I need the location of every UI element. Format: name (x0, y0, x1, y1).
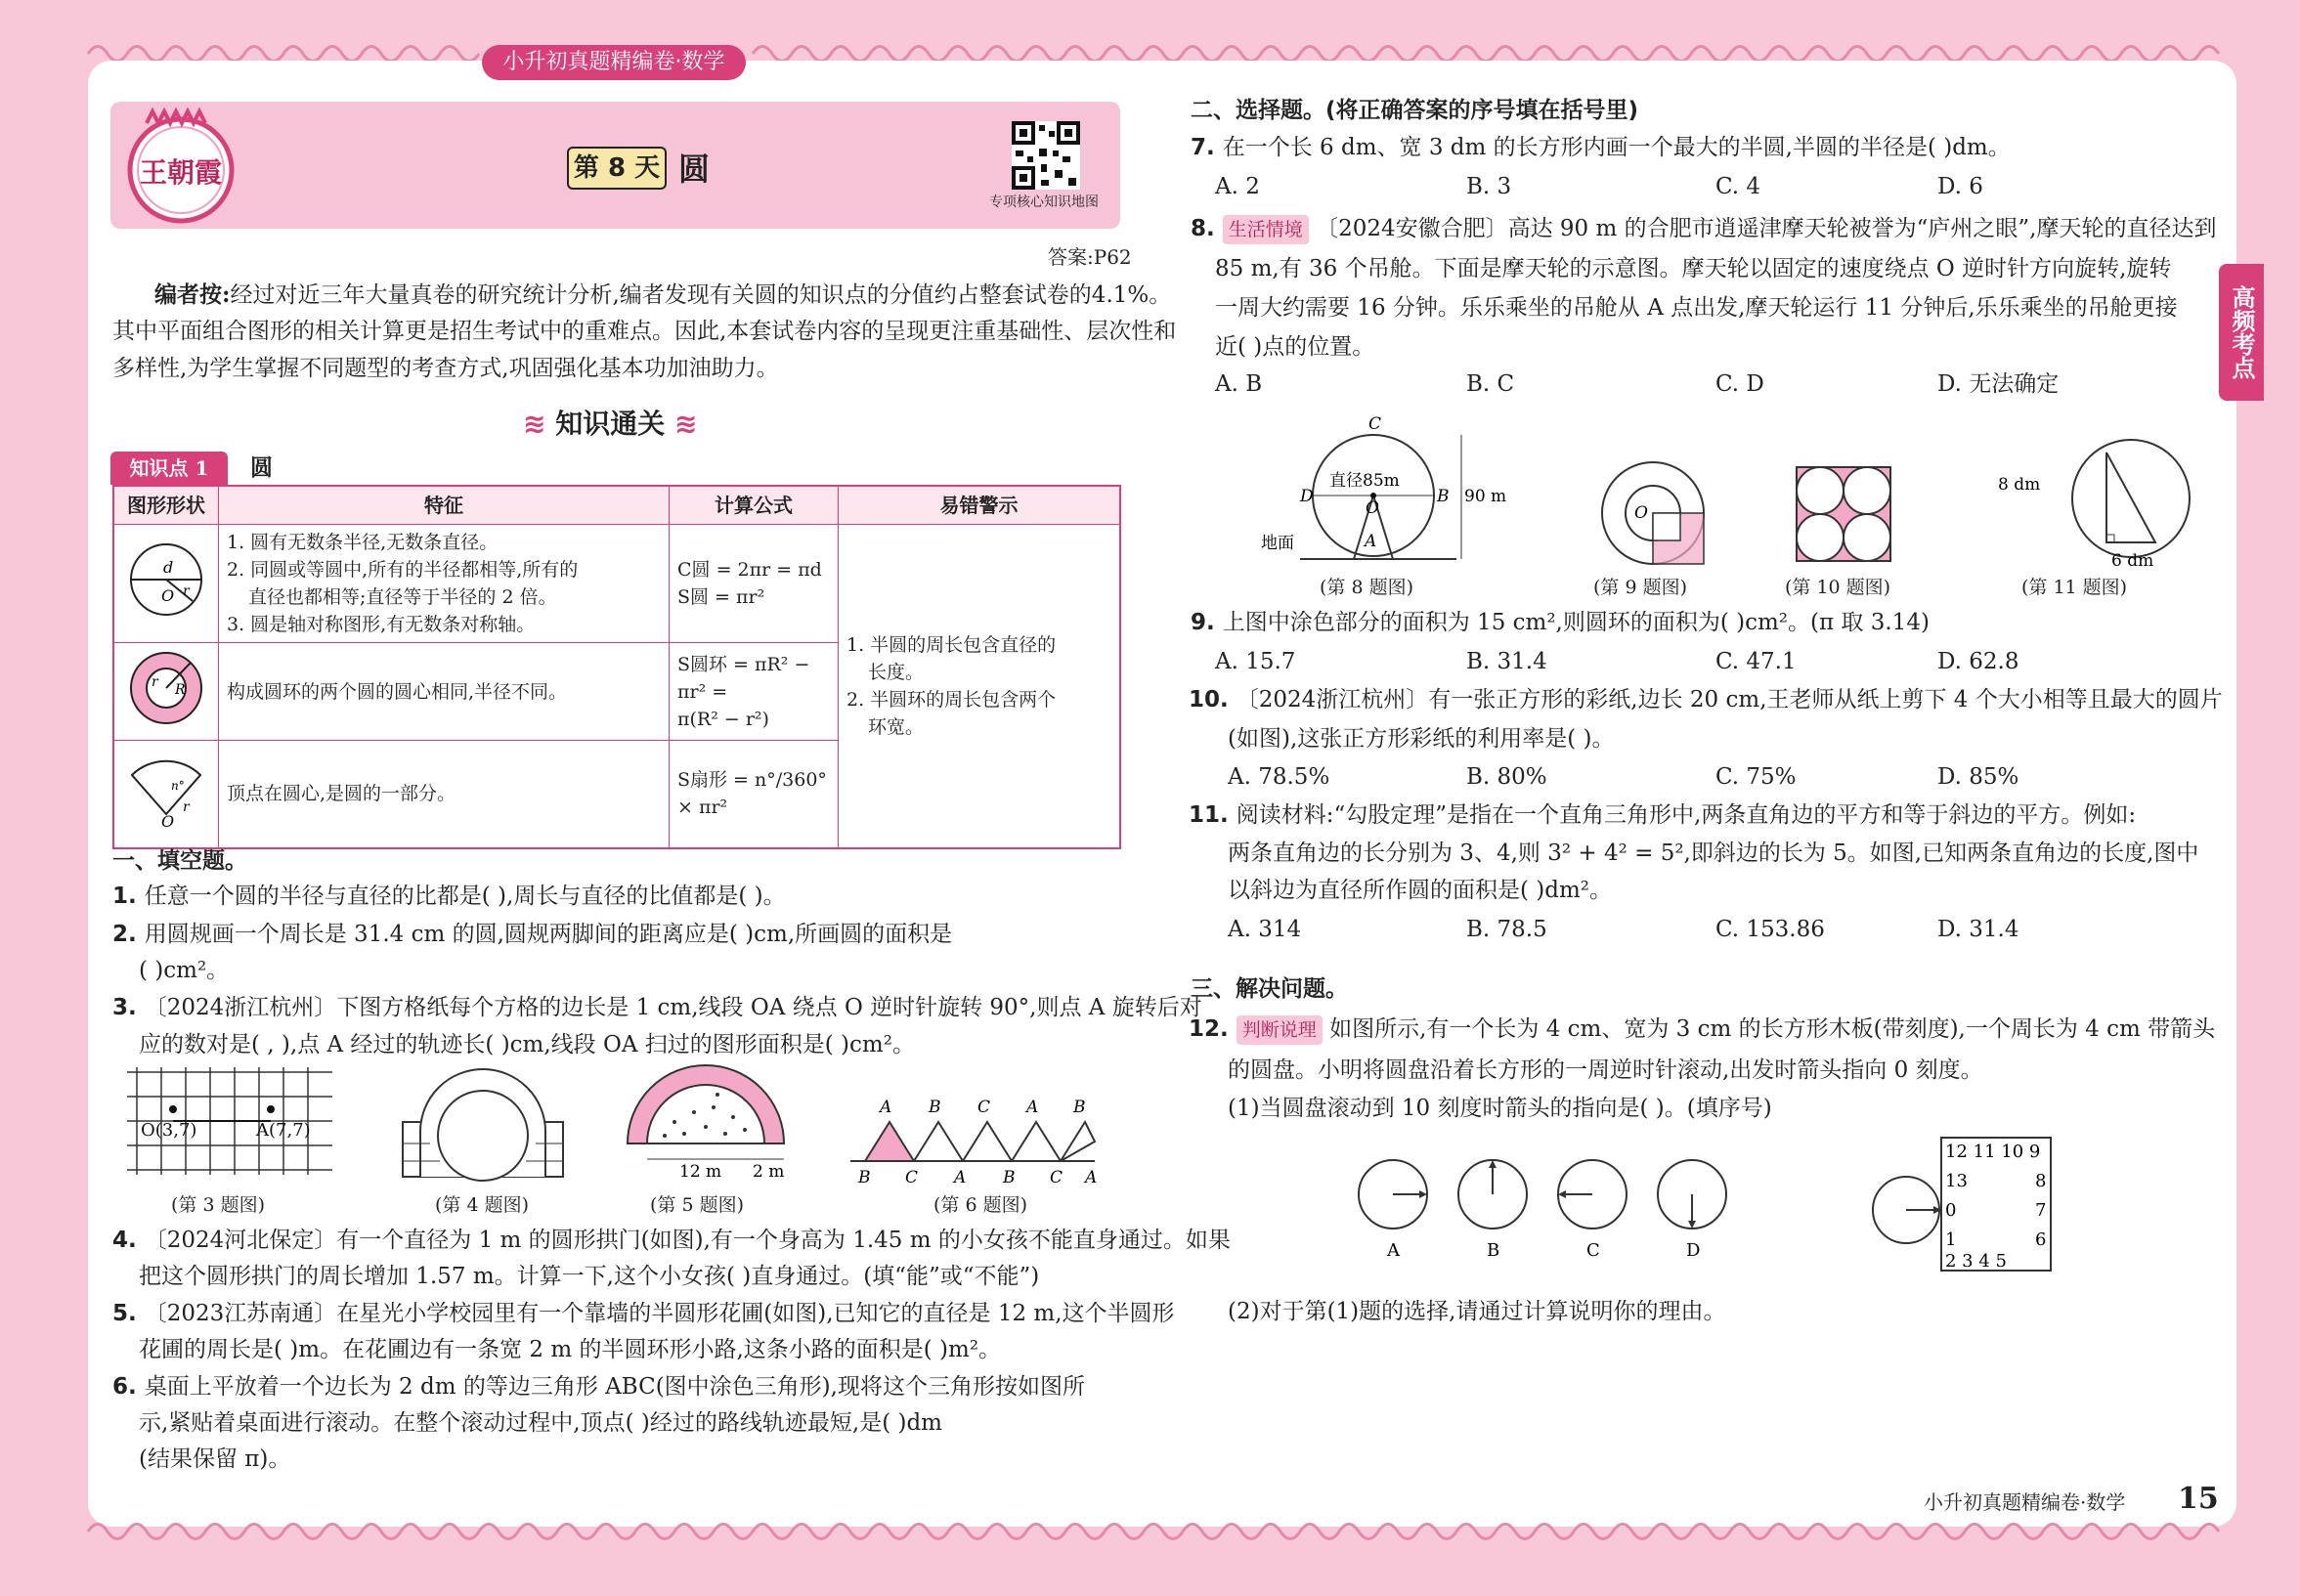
question-6-cont: 示,紧贴着桌面进行滚动。在整个滚动过程中,顶点( )经过的路线轨迹最短,是( )dm (139, 1410, 942, 1436)
svg-text:13: 13 (1945, 1171, 1968, 1191)
svg-text:r: r (152, 673, 158, 690)
question-11-line3: 以斜边为直径所作圆的面积是( )dm²。 (1228, 878, 1613, 903)
qr-label: 专项核心知识地图 (989, 194, 1099, 210)
figure-8-ferris-wheel (1261, 414, 1507, 562)
col-warning: 易错警示 (839, 486, 1121, 525)
side-tab-frequent[interactable]: 高频考点 (2219, 264, 2264, 401)
q8-option-c[interactable]: C. D (1715, 371, 1764, 397)
question-10-cont: (如图),这张正方形彩纸的利用率是( )。 (1228, 726, 1615, 752)
caption-9: (第 9 题图) (1593, 577, 1687, 598)
svg-text:12 m: 12 m (679, 1162, 722, 1182)
knowledge-point-tag: 知识点 1 (110, 452, 228, 485)
svg-text:O: O (161, 586, 175, 605)
question-12: 12. 判断说理 如图所示,有一个长为 4 cm、宽为 3 cm 的长方形木板(带刻度),一个周长为 4 cm 带箭头 (1189, 1011, 2215, 1049)
intro-line-2: 其中平面组合图形的相关计算更是招生考试中的重难点。因此,本套试卷内容的呈现更注重基础性、层次性和 (112, 319, 1177, 344)
svg-text:2 3 4 5: 2 3 4 5 (1945, 1251, 2007, 1272)
svg-text:n°: n° (171, 779, 185, 794)
question-12-line2: 的圆盘。小明将圆盘沿着长方形的一周逆时针滚动,出发时箭头指向 0 刻度。 (1228, 1057, 1983, 1083)
svg-text:B: B (1487, 1240, 1500, 1261)
svg-text:R: R (175, 681, 186, 698)
caption-4: (第 4 题图) (435, 1194, 529, 1216)
part2-title: 二、选择题。(将正确答案的序号填在括号里) (1191, 98, 1639, 123)
svg-text:A: A (1387, 1240, 1400, 1261)
ring-feature: 构成圆环的两个圆的圆心相同,半径不同。 (219, 643, 670, 741)
qr-code-icon[interactable] (1012, 121, 1080, 190)
caption-8: (第 8 题图) (1320, 577, 1413, 598)
svg-text:12 11 10 9: 12 11 10 9 (1945, 1142, 2041, 1162)
question-11: 11. 阅读材料:“勾股定理”是指在一个直角三角形中,两条直角边的平方和等于斜边的平方。例如: (1189, 802, 2137, 828)
question-4: 4. 〔2024河北保定〕有一个直径为 1 m 的圆形拱门(如图),有一个身高为 1.45 m 的小女孩不能直身通过。如果 (112, 1228, 1231, 1253)
q9-option-a[interactable]: A. 15.7 (1215, 649, 1296, 674)
svg-text:6 dm: 6 dm (2111, 551, 2154, 571)
question-11-line2: 两条直角边的长分别为 3、4,则 3² + 4² = 5²,即斜边的长为 5。如图,已知两条直角边的长度,图中 (1228, 841, 2199, 866)
svg-text:0: 0 (1945, 1200, 1957, 1221)
question-6-cont2: (结果保留 π)。 (139, 1446, 291, 1472)
q10-option-d[interactable]: D. 85% (1937, 764, 2019, 790)
q8-option-a[interactable]: A. B (1215, 371, 1263, 397)
svg-text:6: 6 (2035, 1229, 2047, 1250)
question-10: 10. 〔2024浙江杭州〕有一张正方形的彩纸,边长 20 cm,王老师从纸上剪下 4 个大小相等且最大的圆片 (1189, 687, 2223, 712)
svg-text:C: C (905, 1168, 919, 1187)
circle-figure (113, 525, 219, 643)
figure-12-board (1867, 1136, 2062, 1272)
svg-text:B: B (1073, 1098, 1086, 1117)
svg-text:2 m: 2 m (753, 1162, 785, 1182)
figure-12-options (1354, 1158, 1701, 1266)
svg-text:d: d (163, 558, 174, 577)
svg-text:A: A (1026, 1098, 1039, 1117)
question-8: 8. 生活情境 〔2024安徽合肥〕高达 90 m 的合肥市逍遥津摩天轮被誉为“庐州之眼”,摩天轮的直径达到 (1191, 210, 2216, 248)
circle-features: 1. 圆有无数条半径,无数条直径。 2. 同圆或等圆中,所有的半径都相等,所有的 直径也都相等;直径等于半径的 2 倍。 3. 圆是轴对称图形,有无数条对称轴。 (219, 525, 670, 643)
figure-4-arch (401, 1073, 567, 1181)
question-8-line3: 一周大约需要 16 分钟。乐乐乘坐的吊舱从 A 点出发,摩天轮运行 11 分钟后,乐乐乘坐的吊舱更接 (1215, 295, 2178, 321)
figure-3-grid (127, 1067, 342, 1175)
question-3-cont: 应的数对是( , ),点 A 经过的轨迹长( )cm,线段 OA 扫过的图形面积是( )cm²。 (139, 1032, 915, 1057)
svg-text:王朝霞: 王朝霞 (139, 156, 223, 189)
svg-text:A: A (880, 1098, 892, 1117)
knowledge-table (112, 485, 1121, 849)
question-6: 6. 桌面上平放着一个边长为 2 dm 的等边三角形 ABC(图中涂色三角形),现将这个三角形按如图所 (112, 1374, 1085, 1400)
figure-5-semicircle (626, 1073, 792, 1181)
day-badge: 第 8 天 (567, 147, 667, 190)
caption-10: (第 10 题图) (1785, 577, 1891, 598)
q7-option-b[interactable]: B. 3 (1466, 174, 1512, 199)
q8-option-b[interactable]: B. C (1466, 371, 1515, 397)
svg-text:B: B (858, 1168, 871, 1187)
question-8-line4: 近( )点的位置。 (1215, 334, 1375, 360)
intro-line-1: 编者按:经过对近三年大量真卷的研究统计分析,编者发现有关圆的知识点的分值约占整套试卷的4.1%。 (154, 281, 1172, 308)
q7-option-c[interactable]: C. 4 (1715, 174, 1761, 199)
svg-text:r: r (183, 799, 190, 816)
svg-text:r: r (183, 583, 190, 599)
svg-text:C: C (1050, 1168, 1063, 1187)
q10-option-c[interactable]: C. 75% (1715, 764, 1797, 790)
q8-option-d[interactable]: D. 无法确定 (1937, 371, 2060, 397)
svg-text:8 dm: 8 dm (1998, 475, 2041, 495)
figure-9-ring (1599, 459, 1707, 567)
svg-text:D: D (1300, 487, 1314, 506)
figure-10-four-circles (1797, 467, 1894, 565)
question-8-line2: 85 m,有 36 个吊舱。下面是摩天轮的示意图。摩天轮以固定的速度绕点 O 逆时针方向旋转,旋转 (1215, 256, 2172, 281)
svg-text:C: C (1586, 1240, 1600, 1261)
page-title: 圆 (678, 151, 711, 188)
circle-formula: C圆 = 2πr = πd S圆 = πr² (670, 525, 839, 643)
ring-figure (113, 643, 219, 741)
question-5-cont: 花圃的周长是( )m。在花圃边有一条宽 2 m 的半圆环形小路,这条小路的面积是( )m²。 (139, 1337, 1002, 1362)
svg-text:地面: 地面 (1261, 534, 1294, 553)
col-formula: 计算公式 (670, 486, 839, 525)
col-shape: 图形形状 (113, 486, 219, 525)
svg-text:8: 8 (2035, 1171, 2047, 1191)
svg-text:直径85m: 直径85m (1329, 471, 1400, 491)
question-3: 3. 〔2024浙江杭州〕下图方格纸每个方格的边长是 1 cm,线段 OA 绕点 O 逆时针旋转 90°,则点 A 旋转后对 (112, 995, 1202, 1020)
caption-5: (第 5 题图) (650, 1194, 744, 1216)
q11-option-a[interactable]: A. 314 (1228, 917, 1302, 942)
q11-option-d[interactable]: D. 31.4 (1937, 917, 2019, 942)
svg-text:1: 1 (1945, 1229, 1957, 1250)
col-feature: 特征 (219, 486, 670, 525)
q11-option-b[interactable]: B. 78.5 (1466, 917, 1547, 942)
caption-6: (第 6 题图) (933, 1194, 1027, 1216)
svg-text:B: B (929, 1098, 941, 1117)
ring-formula: S圆环 = πR² − πr² = π(R² − r²) (670, 643, 839, 741)
footer-series: 小升初真题精编卷·数学 (1924, 1490, 2126, 1514)
warnings-cell: 1. 半圆的周长包含直径的 长度。 2. 半圆环的周长包含两个 环宽。 (839, 525, 1121, 848)
series-header: 小升初真题精编卷·数学 (482, 45, 746, 80)
knowledge-point-title: 圆 (250, 455, 273, 481)
question-5: 5. 〔2023江苏南通〕在星光小学校园里有一个靠墙的半圆形花圃(如图),已知它的直径是 12 m,这个半圆形 (112, 1301, 1175, 1326)
caption-11: (第 11 题图) (2021, 577, 2128, 598)
q9-option-d[interactable]: D. 62.8 (1937, 649, 2019, 674)
figure-11-triangle-circle (1994, 445, 2180, 571)
svg-text:B: B (1003, 1168, 1016, 1187)
sector-figure (113, 741, 219, 848)
answer-reference: 答案:P62 (1048, 245, 1132, 269)
svg-text:A: A (954, 1168, 967, 1187)
question-12-part2: (2)对于第(1)题的选择,请通过计算说明你的理由。 (1228, 1299, 1726, 1324)
page-number: 15 (2178, 1482, 2219, 1516)
svg-text:90 m: 90 m (1464, 487, 1507, 506)
brand-logo (117, 106, 244, 225)
svg-text:O: O (161, 812, 175, 832)
question-2-cont: ( )cm²。 (139, 958, 230, 983)
question-2: 2. 用圆规画一个周长是 31.4 cm 的圆,圆规两脚间的距离应是( )cm,所画圆的面积是 (112, 922, 953, 947)
svg-text:A(7,7): A(7,7) (256, 1120, 311, 1141)
svg-text:C: C (1368, 414, 1382, 434)
svg-text:D: D (1686, 1240, 1701, 1261)
q7-option-d[interactable]: D. 6 (1937, 174, 1983, 199)
q9-option-c[interactable]: C. 47.1 (1715, 649, 1797, 674)
q10-option-b[interactable]: B. 80% (1466, 764, 1547, 790)
q11-option-c[interactable]: C. 153.86 (1715, 917, 1825, 942)
part1-title: 一、填空题。 (112, 848, 247, 874)
svg-text:O(3,7): O(3,7) (141, 1120, 197, 1141)
caption-3: (第 3 题图) (171, 1194, 265, 1216)
svg-text:O: O (1366, 498, 1379, 518)
question-12-part1: (1)当圆盘滚动到 10 刻度时箭头的指向是( )。(填序号) (1228, 1096, 1772, 1121)
q9-option-b[interactable]: B. 31.4 (1466, 649, 1547, 674)
sector-feature: 顶点在圆心,是圆的一部分。 (219, 741, 670, 848)
section-title-knowledge: ≋ 知识通关 ≋ (523, 408, 698, 440)
question-7: 7. 在一个长 6 dm、宽 3 dm 的长方形内画一个最大的半圆,半圆的半径是( )dm。 (1191, 135, 2011, 160)
q7-option-a[interactable]: A. 2 (1215, 174, 1260, 199)
question-9: 9. 上图中涂色部分的面积为 15 cm²,则圆环的面积为( )cm²。(π 取 3.14) (1191, 610, 1930, 635)
intro-line-3: 多样性,为学生掌握不同题型的考查方式,巩固强化基本功加油助力。 (112, 356, 779, 381)
svg-text:A: A (1085, 1168, 1098, 1187)
sector-formula: S扇形 = n°/360° × πr² (670, 741, 839, 848)
question-4-cont: 把这个圆形拱门的周长增加 1.57 m。计算一下,这个小女孩( )直身通过。(填“能”或“不能”) (139, 1264, 1040, 1289)
svg-text:O: O (1634, 503, 1648, 523)
q10-option-a[interactable]: A. 78.5% (1228, 764, 1330, 790)
question-1: 1. 任意一个圆的半径与直径的比都是( ),周长与直径的比值都是( )。 (112, 884, 786, 909)
svg-text:B: B (1437, 487, 1450, 506)
svg-text:A: A (1365, 532, 1377, 551)
part3-title: 三、解决问题。 (1191, 976, 1348, 1002)
svg-text:7: 7 (2035, 1200, 2047, 1221)
svg-text:C: C (977, 1098, 991, 1117)
figure-6-triangles (850, 1093, 1098, 1200)
